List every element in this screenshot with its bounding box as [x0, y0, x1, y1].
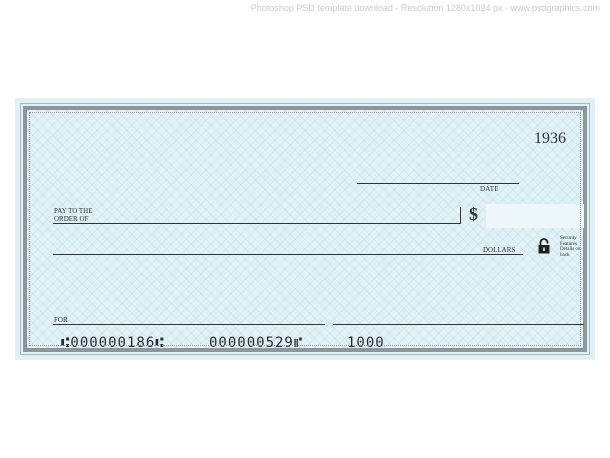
written-amount-line[interactable]	[53, 254, 523, 255]
memo-line[interactable]	[53, 324, 325, 325]
micr-check-number: 1000	[347, 335, 385, 351]
payee-line[interactable]	[53, 223, 461, 224]
watermark-text: Photoshop PSD template download - Resolution 1280x1024 px - www.psdgraphics.com	[250, 3, 600, 13]
signature-line[interactable]	[333, 324, 584, 325]
security-note-line3: Details on	[560, 247, 581, 252]
pay-to-label	[54, 207, 93, 223]
lock-icon	[537, 238, 551, 254]
security-note-line4: back	[560, 252, 570, 258]
amount-box[interactable]	[486, 204, 584, 228]
blank-check	[15, 98, 595, 360]
dollars-label: DOLLARS	[483, 246, 516, 254]
date-line[interactable]	[357, 183, 519, 184]
micr-account-number: 000000529⑈	[209, 335, 304, 351]
micr-routing-number: ⑆000000186⑆	[61, 335, 165, 351]
check-number: 1936	[534, 130, 566, 147]
pay-to-label-line2: ORDER OF	[54, 215, 89, 223]
memo-label: FOR	[54, 316, 68, 324]
security-note-line1: Security	[560, 236, 577, 241]
security-features-note	[560, 236, 600, 258]
date-label: DATE	[480, 185, 499, 193]
security-note-line2: Features	[560, 241, 577, 247]
dollar-sign: $	[469, 204, 478, 224]
pay-to-label-line1: PAY TO THE	[54, 207, 93, 215]
check-border	[23, 106, 587, 352]
payee-line-end	[460, 207, 461, 224]
